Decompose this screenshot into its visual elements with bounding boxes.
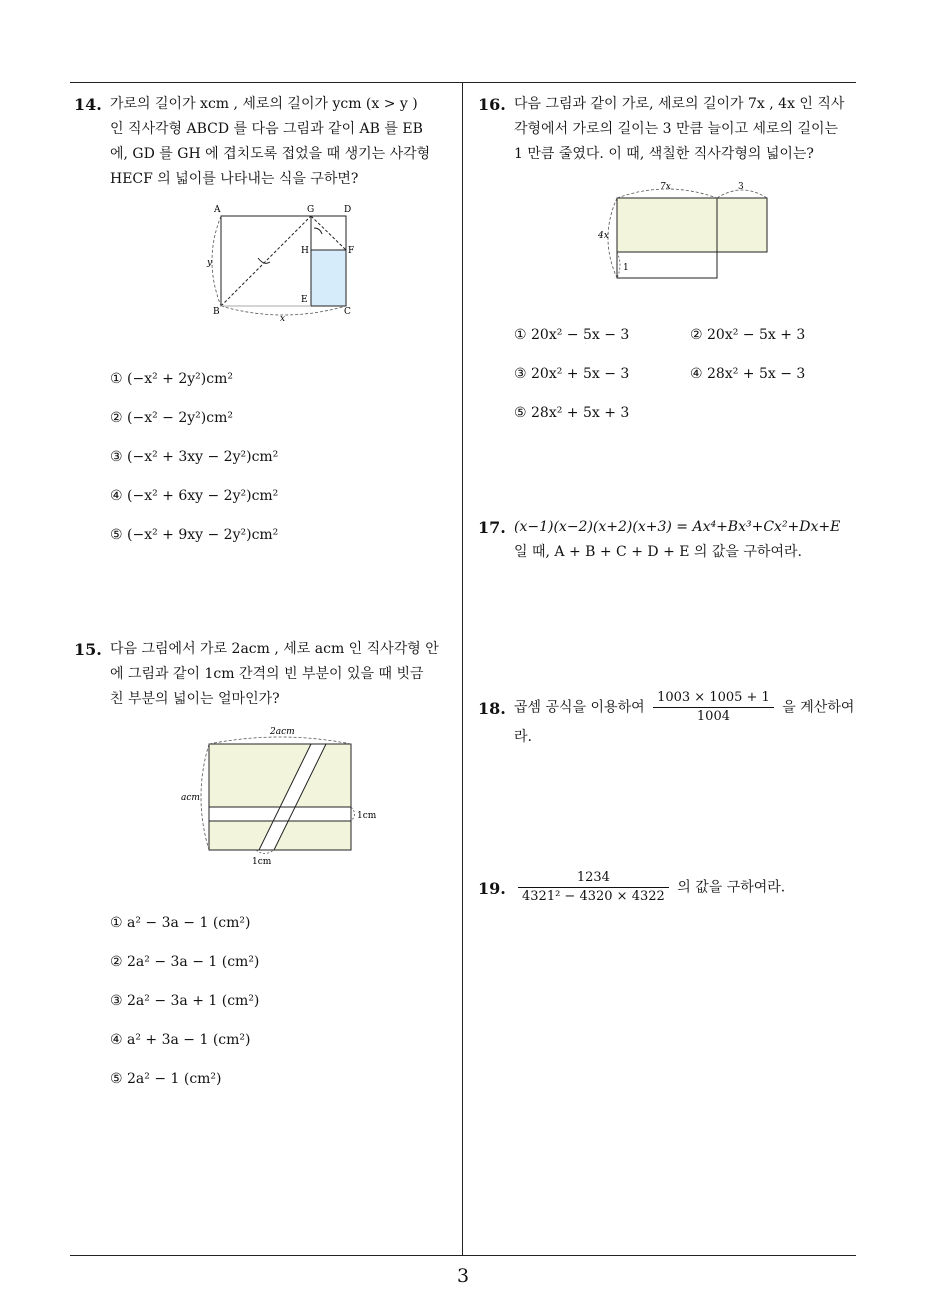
question-line: 에, GD 를 GH 에 겹치도록 접었을 때 생기는 사각형 <box>110 146 431 162</box>
bottom-rule <box>70 1255 856 1256</box>
q14-choice-1[interactable]: ① (−x² + 2y²)cm² <box>110 371 233 387</box>
question-line: 다음 그림에서 가로 2acm , 세로 acm 인 직사각형 안 <box>110 641 439 657</box>
q19-denominator: 4321² − 4320 × 4322 <box>522 889 665 904</box>
column-divider <box>462 82 463 1256</box>
question-19 <box>478 870 862 905</box>
label-4x: 4x <box>598 231 609 241</box>
question-line: 가로의 길이가 xcm , 세로의 길이가 ycm (x > y ) <box>110 96 418 112</box>
label-F: F <box>348 246 355 256</box>
q14-choice-5[interactable]: ⑤ (−x² + 9xy − 2y²)cm² <box>110 527 279 543</box>
label-3: 3 <box>738 182 744 192</box>
label-E: E <box>301 295 308 305</box>
question-number: 18. <box>478 699 506 718</box>
q19-fraction <box>518 870 669 905</box>
q18-fraction <box>653 690 774 725</box>
label-1cm-right: 1cm <box>357 811 377 821</box>
label-1cm-bottom: 1cm <box>252 857 272 867</box>
question-line: 1 만큼 줄였다. 이 때, 색칠한 직사각형의 넓이는? <box>514 146 814 162</box>
question-17 <box>478 515 862 565</box>
label-x: x <box>280 314 286 324</box>
question-number: 19. <box>478 879 506 898</box>
q16-choice-4[interactable]: ④ 28x² + 5x − 3 <box>690 366 806 382</box>
q19-numerator: 1234 <box>518 870 669 888</box>
q16-choice-2[interactable]: ② 20x² − 5x + 3 <box>690 327 806 343</box>
q14-figure <box>196 198 366 326</box>
question-15 <box>74 637 458 712</box>
q18-prefix: 곱셈 공식을 이용하여 <box>514 699 645 716</box>
question-line: 인 직사각형 ABCD 를 다음 그림과 같이 AB 를 EB <box>110 121 423 137</box>
question-number: 17. <box>478 518 506 537</box>
question-line: 일 때, A + B + C + D + E 의 값을 구하여라. <box>514 544 802 560</box>
question-16 <box>478 92 862 167</box>
q15-figure <box>176 726 386 868</box>
question-14 <box>74 92 458 192</box>
q15-choice-4[interactable]: ④ a² + 3a − 1 (cm²) <box>110 1032 251 1048</box>
q15-choice-3[interactable]: ③ 2a² − 3a + 1 (cm²) <box>110 993 260 1009</box>
question-line: 에 그림과 같이 1cm 간격의 빈 부분이 있을 때 빗금 <box>110 666 424 682</box>
question-number: 14. <box>74 95 102 114</box>
question-line: 친 부분의 넓이는 얼마인가? <box>110 691 280 707</box>
question-line: HECF 의 넓이를 나타내는 식을 구하면? <box>110 171 359 187</box>
label-B: B <box>213 307 220 317</box>
q18-denominator: 1004 <box>696 709 730 724</box>
q18-suffix: 을 계산하여 <box>782 699 855 716</box>
label-1: 1 <box>623 263 629 273</box>
q15-choice-1[interactable]: ① a² − 3a − 1 (cm²) <box>110 915 251 931</box>
label-2acm: 2acm <box>270 727 295 737</box>
question-18 <box>478 690 862 750</box>
top-rule <box>70 82 856 83</box>
q16-figure <box>592 178 782 283</box>
label-7x: 7x <box>660 182 671 192</box>
label-D: D <box>344 205 352 215</box>
question-line: 각형에서 가로의 길이는 3 만큼 늘이고 세로의 길이는 <box>514 121 839 137</box>
q15-choice-5[interactable]: ⑤ 2a² − 1 (cm²) <box>110 1071 222 1087</box>
label-G: G <box>307 205 315 215</box>
label-C: C <box>344 307 351 317</box>
q14-choice-2[interactable]: ② (−x² − 2y²)cm² <box>110 410 233 426</box>
page-number: 3 <box>456 1265 470 1287</box>
q14-choice-3[interactable]: ③ (−x² + 3xy − 2y²)cm² <box>110 449 279 465</box>
question-line: 라. <box>514 729 532 745</box>
q18-numerator: 1003 × 1005 + 1 <box>653 690 774 708</box>
q16-choice-3[interactable]: ③ 20x² + 5x − 3 <box>514 366 630 382</box>
q16-choice-5[interactable]: ⑤ 28x² + 5x + 3 <box>514 405 630 421</box>
q15-choice-2[interactable]: ② 2a² − 3a − 1 (cm²) <box>110 954 260 970</box>
question-line: (x−1)(x−2)(x+2)(x+3) = Ax⁴+Bx³+Cx²+Dx+E <box>514 519 841 535</box>
question-number: 16. <box>478 95 506 114</box>
q14-choice-4[interactable]: ④ (−x² + 6xy − 2y²)cm² <box>110 488 279 504</box>
question-line: 다음 그림과 같이 가로, 세로의 길이가 7x , 4x 인 직사 <box>514 96 845 112</box>
q16-choice-1[interactable]: ① 20x² − 5x − 3 <box>514 327 630 343</box>
label-H: H <box>301 246 309 256</box>
label-acm: acm <box>181 793 200 803</box>
label-y: y <box>207 258 213 268</box>
label-A: A <box>214 205 221 215</box>
question-number: 15. <box>74 640 102 659</box>
q19-suffix: 의 값을 구하여라. <box>677 879 786 896</box>
